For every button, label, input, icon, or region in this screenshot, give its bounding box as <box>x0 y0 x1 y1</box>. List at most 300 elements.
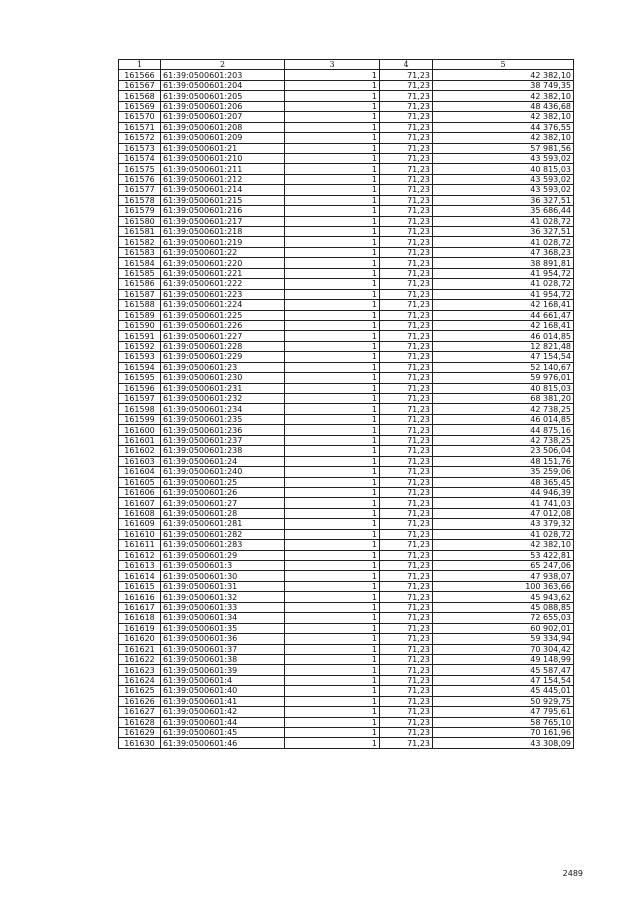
table-row <box>119 237 574 247</box>
value-cell: 44 946,39 <box>433 487 574 497</box>
table-row <box>119 550 574 560</box>
area-cell: 71,23 <box>380 675 433 685</box>
row-id-cell: 161595 <box>119 373 161 383</box>
value-cell: 44 875,16 <box>433 425 574 435</box>
row-id-cell: 161584 <box>119 258 161 268</box>
table-row <box>119 70 574 80</box>
row-id-cell: 161619 <box>119 623 161 633</box>
row-id-cell: 161613 <box>119 561 161 571</box>
area-cell: 71,23 <box>380 665 433 675</box>
cadastral-number-cell: 61:39:0500601:220 <box>161 258 285 268</box>
cadastral-number-cell: 61:39:0500601:232 <box>161 394 285 404</box>
value-cell: 38 749,35 <box>433 80 574 90</box>
value-cell: 41 954,72 <box>433 268 574 278</box>
value-cell: 42 738,25 <box>433 404 574 414</box>
cadastral-number-cell: 61:39:0500601:235 <box>161 414 285 424</box>
value-cell: 46 014,85 <box>433 414 574 424</box>
area-cell: 71,23 <box>380 404 433 414</box>
table-row <box>119 247 574 257</box>
table-row <box>119 581 574 591</box>
value-cell: 40 815,03 <box>433 164 574 174</box>
table-row <box>119 686 574 696</box>
row-id-cell: 161614 <box>119 571 161 581</box>
value-cell: 60 902,01 <box>433 623 574 633</box>
cadastral-number-cell: 61:39:0500601:210 <box>161 153 285 163</box>
quantity-cell: 1 <box>285 268 380 278</box>
quantity-cell: 1 <box>285 216 380 226</box>
quantity-cell: 1 <box>285 70 380 80</box>
quantity-cell: 1 <box>285 279 380 289</box>
table-row <box>119 258 574 268</box>
table-row <box>119 279 574 289</box>
row-id-cell: 161576 <box>119 174 161 184</box>
cadastral-number-cell: 61:39:0500601:31 <box>161 581 285 591</box>
value-cell: 46 014,85 <box>433 331 574 341</box>
table-row <box>119 153 574 163</box>
table-row <box>119 487 574 497</box>
row-id-cell: 161590 <box>119 320 161 330</box>
area-cell: 71,23 <box>380 320 433 330</box>
cadastral-number-cell: 61:39:0500601:226 <box>161 320 285 330</box>
quantity-cell: 1 <box>285 581 380 591</box>
area-cell: 71,23 <box>380 206 433 216</box>
cadastral-number-cell: 61:39:0500601:42 <box>161 707 285 717</box>
area-cell: 71,23 <box>380 623 433 633</box>
table-row <box>119 404 574 414</box>
table-row <box>119 185 574 195</box>
area-cell: 71,23 <box>380 540 433 550</box>
quantity-cell: 1 <box>285 300 380 310</box>
row-id-cell: 161582 <box>119 237 161 247</box>
cadastral-number-cell: 61:39:0500601:33 <box>161 602 285 612</box>
area-cell: 71,23 <box>380 247 433 257</box>
table-row <box>119 738 574 748</box>
quantity-cell: 1 <box>285 717 380 727</box>
area-cell: 71,23 <box>380 654 433 664</box>
row-id-cell: 161587 <box>119 289 161 299</box>
cadastral-number-cell: 61:39:0500601:41 <box>161 696 285 706</box>
value-cell: 47 154,54 <box>433 675 574 685</box>
area-cell: 71,23 <box>380 571 433 581</box>
cadastral-number-cell: 61:39:0500601:24 <box>161 456 285 466</box>
table-row <box>119 446 574 456</box>
table-header-row <box>119 60 574 70</box>
value-cell: 35 686,44 <box>433 206 574 216</box>
quantity-cell: 1 <box>285 613 380 623</box>
quantity-cell: 1 <box>285 133 380 143</box>
area-cell: 71,23 <box>380 435 433 445</box>
table-row <box>119 101 574 111</box>
area-cell: 71,23 <box>380 634 433 644</box>
area-cell: 71,23 <box>380 613 433 623</box>
cadastral-number-cell: 61:39:0500601:223 <box>161 289 285 299</box>
area-cell: 71,23 <box>380 728 433 738</box>
table-row <box>119 519 574 529</box>
quantity-cell: 1 <box>285 686 380 696</box>
row-id-cell: 161574 <box>119 153 161 163</box>
value-cell: 41 954,72 <box>433 289 574 299</box>
table-row <box>119 91 574 101</box>
table-row <box>119 623 574 633</box>
cadastral-number-cell: 61:39:0500601:222 <box>161 279 285 289</box>
table-row <box>119 707 574 717</box>
column-header: 5 <box>433 60 574 70</box>
table-row <box>119 143 574 153</box>
value-cell: 42 382,10 <box>433 91 574 101</box>
row-id-cell: 161605 <box>119 477 161 487</box>
cadastral-number-cell: 61:39:0500601:282 <box>161 529 285 539</box>
area-cell: 71,23 <box>380 456 433 466</box>
cadastral-number-cell: 61:39:0500601:211 <box>161 164 285 174</box>
row-id-cell: 161624 <box>119 675 161 685</box>
row-id-cell: 161623 <box>119 665 161 675</box>
value-cell: 45 445,01 <box>433 686 574 696</box>
value-cell: 41 028,72 <box>433 279 574 289</box>
value-cell: 68 381,20 <box>433 394 574 404</box>
quantity-cell: 1 <box>285 394 380 404</box>
area-cell: 71,23 <box>380 216 433 226</box>
area-cell: 71,23 <box>380 362 433 372</box>
quantity-cell: 1 <box>285 425 380 435</box>
value-cell: 43 593,02 <box>433 174 574 184</box>
area-cell: 71,23 <box>380 383 433 393</box>
table-row <box>119 362 574 372</box>
row-id-cell: 161589 <box>119 310 161 320</box>
area-cell: 71,23 <box>380 153 433 163</box>
area-cell: 71,23 <box>380 300 433 310</box>
row-id-cell: 161571 <box>119 122 161 132</box>
table-row <box>119 331 574 341</box>
value-cell: 43 308,09 <box>433 738 574 748</box>
row-id-cell: 161615 <box>119 581 161 591</box>
area-cell: 71,23 <box>380 394 433 404</box>
table-row <box>119 571 574 581</box>
quantity-cell: 1 <box>285 571 380 581</box>
row-id-cell: 161592 <box>119 341 161 351</box>
value-cell: 42 382,10 <box>433 540 574 550</box>
cadastral-number-cell: 61:39:0500601:224 <box>161 300 285 310</box>
row-id-cell: 161572 <box>119 133 161 143</box>
value-cell: 42 382,10 <box>433 112 574 122</box>
cadastral-number-cell: 61:39:0500601:207 <box>161 112 285 122</box>
row-id-cell: 161598 <box>119 404 161 414</box>
row-id-cell: 161604 <box>119 467 161 477</box>
value-cell: 59 976,01 <box>433 373 574 383</box>
value-cell: 45 943,62 <box>433 592 574 602</box>
quantity-cell: 1 <box>285 164 380 174</box>
value-cell: 42 738,25 <box>433 435 574 445</box>
quantity-cell: 1 <box>285 644 380 654</box>
row-id-cell: 161580 <box>119 216 161 226</box>
row-id-cell: 161583 <box>119 247 161 257</box>
value-cell: 53 422,81 <box>433 550 574 560</box>
quantity-cell: 1 <box>285 446 380 456</box>
area-cell: 71,23 <box>380 279 433 289</box>
value-cell: 41 028,72 <box>433 237 574 247</box>
table-row <box>119 508 574 518</box>
quantity-cell: 1 <box>285 707 380 717</box>
area-cell: 71,23 <box>380 550 433 560</box>
value-cell: 35 259,06 <box>433 467 574 477</box>
value-cell: 36 327,51 <box>433 227 574 237</box>
area-cell: 71,23 <box>380 133 433 143</box>
row-id-cell: 161608 <box>119 508 161 518</box>
row-id-cell: 161570 <box>119 112 161 122</box>
value-cell: 12 821,48 <box>433 341 574 351</box>
table-row <box>119 122 574 132</box>
quantity-cell: 1 <box>285 153 380 163</box>
quantity-cell: 1 <box>285 289 380 299</box>
value-cell: 47 154,54 <box>433 352 574 362</box>
row-id-cell: 161629 <box>119 728 161 738</box>
quantity-cell: 1 <box>285 675 380 685</box>
area-cell: 71,23 <box>380 289 433 299</box>
column-header: 2 <box>161 60 285 70</box>
cadastral-number-cell: 61:39:0500601:27 <box>161 498 285 508</box>
quantity-cell: 1 <box>285 143 380 153</box>
area-cell: 71,23 <box>380 91 433 101</box>
row-id-cell: 161630 <box>119 738 161 748</box>
quantity-cell: 1 <box>285 122 380 132</box>
cadastral-number-cell: 61:39:0500601:227 <box>161 331 285 341</box>
cadastral-number-cell: 61:39:0500601:4 <box>161 675 285 685</box>
table-row <box>119 498 574 508</box>
value-cell: 45 088,85 <box>433 602 574 612</box>
value-cell: 65 247,06 <box>433 561 574 571</box>
quantity-cell: 1 <box>285 592 380 602</box>
cadastral-number-cell: 61:39:0500601:22 <box>161 247 285 257</box>
area-cell: 71,23 <box>380 112 433 122</box>
cadastral-number-cell: 61:39:0500601:45 <box>161 728 285 738</box>
page-number: 2489 <box>562 869 583 878</box>
quantity-cell: 1 <box>285 373 380 383</box>
cadastral-number-cell: 61:39:0500601:228 <box>161 341 285 351</box>
cadastral-number-cell: 61:39:0500601:28 <box>161 508 285 518</box>
value-cell: 72 655,03 <box>433 613 574 623</box>
quantity-cell: 1 <box>285 550 380 560</box>
row-id-cell: 161577 <box>119 185 161 195</box>
table-row <box>119 728 574 738</box>
cadastral-number-cell: 61:39:0500601:225 <box>161 310 285 320</box>
table-row <box>119 289 574 299</box>
value-cell: 70 304,42 <box>433 644 574 654</box>
row-id-cell: 161609 <box>119 519 161 529</box>
cadastral-number-cell: 61:39:0500601:35 <box>161 623 285 633</box>
cadastral-number-cell: 61:39:0500601:32 <box>161 592 285 602</box>
cadastral-number-cell: 61:39:0500601:206 <box>161 101 285 111</box>
row-id-cell: 161588 <box>119 300 161 310</box>
row-id-cell: 161596 <box>119 383 161 393</box>
table-row <box>119 529 574 539</box>
row-id-cell: 161618 <box>119 613 161 623</box>
area-cell: 71,23 <box>380 373 433 383</box>
table-row <box>119 675 574 685</box>
value-cell: 48 436,68 <box>433 101 574 111</box>
cadastral-number-cell: 61:39:0500601:217 <box>161 216 285 226</box>
value-cell: 23 506,04 <box>433 446 574 456</box>
quantity-cell: 1 <box>285 362 380 372</box>
table-row <box>119 592 574 602</box>
area-cell: 71,23 <box>380 174 433 184</box>
quantity-cell: 1 <box>285 320 380 330</box>
quantity-cell: 1 <box>285 738 380 748</box>
row-id-cell: 161612 <box>119 550 161 560</box>
area-cell: 71,23 <box>380 101 433 111</box>
quantity-cell: 1 <box>285 195 380 205</box>
table-row <box>119 613 574 623</box>
value-cell: 43 593,02 <box>433 185 574 195</box>
quantity-cell: 1 <box>285 237 380 247</box>
cadastral-number-cell: 61:39:0500601:203 <box>161 70 285 80</box>
value-cell: 58 765,10 <box>433 717 574 727</box>
value-cell: 42 382,10 <box>433 133 574 143</box>
area-cell: 71,23 <box>380 738 433 748</box>
cadastral-number-cell: 61:39:0500601:221 <box>161 268 285 278</box>
quantity-cell: 1 <box>285 247 380 257</box>
table-row <box>119 206 574 216</box>
row-id-cell: 161597 <box>119 394 161 404</box>
value-cell: 47 938,07 <box>433 571 574 581</box>
table-row <box>119 654 574 664</box>
value-cell: 41 028,72 <box>433 529 574 539</box>
quantity-cell: 1 <box>285 477 380 487</box>
cadastral-number-cell: 61:39:0500601:281 <box>161 519 285 529</box>
cadastral-number-cell: 61:39:0500601:237 <box>161 435 285 445</box>
cadastral-number-cell: 61:39:0500601:212 <box>161 174 285 184</box>
row-id-cell: 161586 <box>119 279 161 289</box>
area-cell: 71,23 <box>380 717 433 727</box>
area-cell: 71,23 <box>380 508 433 518</box>
area-cell: 71,23 <box>380 414 433 424</box>
table-row <box>119 383 574 393</box>
table-row <box>119 696 574 706</box>
table-row <box>119 467 574 477</box>
row-id-cell: 161616 <box>119 592 161 602</box>
table-row <box>119 435 574 445</box>
cadastral-number-cell: 61:39:0500601:40 <box>161 686 285 696</box>
cadastral-number-cell: 61:39:0500601:215 <box>161 195 285 205</box>
table-row <box>119 540 574 550</box>
table-row <box>119 394 574 404</box>
quantity-cell: 1 <box>285 456 380 466</box>
table-row <box>119 634 574 644</box>
row-id-cell: 161575 <box>119 164 161 174</box>
area-cell: 71,23 <box>380 707 433 717</box>
quantity-cell: 1 <box>285 529 380 539</box>
area-cell: 71,23 <box>380 498 433 508</box>
row-id-cell: 161579 <box>119 206 161 216</box>
value-cell: 59 334,94 <box>433 634 574 644</box>
row-id-cell: 161573 <box>119 143 161 153</box>
area-cell: 71,23 <box>380 352 433 362</box>
value-cell: 57 981,56 <box>433 143 574 153</box>
row-id-cell: 161599 <box>119 414 161 424</box>
row-id-cell: 161581 <box>119 227 161 237</box>
row-id-cell: 161567 <box>119 80 161 90</box>
table-row <box>119 174 574 184</box>
area-cell: 71,23 <box>380 258 433 268</box>
value-cell: 100 363,66 <box>433 581 574 591</box>
cadastral-number-cell: 61:39:0500601:39 <box>161 665 285 675</box>
table-row <box>119 80 574 90</box>
row-id-cell: 161569 <box>119 101 161 111</box>
quantity-cell: 1 <box>285 654 380 664</box>
area-cell: 71,23 <box>380 686 433 696</box>
area-cell: 71,23 <box>380 164 433 174</box>
value-cell: 52 140,67 <box>433 362 574 372</box>
row-id-cell: 161603 <box>119 456 161 466</box>
cadastral-number-cell: 61:39:0500601:3 <box>161 561 285 571</box>
quantity-cell: 1 <box>285 540 380 550</box>
quantity-cell: 1 <box>285 467 380 477</box>
value-cell: 41 741,03 <box>433 498 574 508</box>
area-cell: 71,23 <box>380 70 433 80</box>
row-id-cell: 161594 <box>119 362 161 372</box>
cadastral-number-cell: 61:39:0500601:240 <box>161 467 285 477</box>
cadastral-number-cell: 61:39:0500601:44 <box>161 717 285 727</box>
value-cell: 36 327,51 <box>433 195 574 205</box>
area-cell: 71,23 <box>380 195 433 205</box>
cadastral-number-cell: 61:39:0500601:283 <box>161 540 285 550</box>
area-cell: 71,23 <box>380 561 433 571</box>
value-cell: 48 151,76 <box>433 456 574 466</box>
table-row <box>119 373 574 383</box>
area-cell: 71,23 <box>380 185 433 195</box>
cadastral-number-cell: 61:39:0500601:219 <box>161 237 285 247</box>
area-cell: 71,23 <box>380 519 433 529</box>
value-cell: 42 382,10 <box>433 70 574 80</box>
row-id-cell: 161606 <box>119 487 161 497</box>
cadastral-number-cell: 61:39:0500601:21 <box>161 143 285 153</box>
value-cell: 49 148,99 <box>433 654 574 664</box>
cadastral-number-cell: 61:39:0500601:23 <box>161 362 285 372</box>
quantity-cell: 1 <box>285 341 380 351</box>
quantity-cell: 1 <box>285 101 380 111</box>
row-id-cell: 161625 <box>119 686 161 696</box>
row-id-cell: 161568 <box>119 91 161 101</box>
table-row <box>119 717 574 727</box>
area-cell: 71,23 <box>380 644 433 654</box>
table-row <box>119 300 574 310</box>
table-row <box>119 644 574 654</box>
cadastral-number-cell: 61:39:0500601:231 <box>161 383 285 393</box>
value-cell: 45 587,47 <box>433 665 574 675</box>
value-cell: 42 168,41 <box>433 320 574 330</box>
quantity-cell: 1 <box>285 174 380 184</box>
area-cell: 71,23 <box>380 310 433 320</box>
table-row <box>119 602 574 612</box>
value-cell: 47 795,61 <box>433 707 574 717</box>
row-id-cell: 161585 <box>119 268 161 278</box>
area-cell: 71,23 <box>380 477 433 487</box>
table-row <box>119 665 574 675</box>
quantity-cell: 1 <box>285 91 380 101</box>
cadastral-number-cell: 61:39:0500601:234 <box>161 404 285 414</box>
cadastral-number-cell: 61:39:0500601:25 <box>161 477 285 487</box>
quantity-cell: 1 <box>285 508 380 518</box>
row-id-cell: 161627 <box>119 707 161 717</box>
cadastral-number-cell: 61:39:0500601:46 <box>161 738 285 748</box>
quantity-cell: 1 <box>285 185 380 195</box>
data-table <box>118 59 574 749</box>
cadastral-number-cell: 61:39:0500601:38 <box>161 654 285 664</box>
table-row <box>119 133 574 143</box>
row-id-cell: 161617 <box>119 602 161 612</box>
table-row <box>119 216 574 226</box>
area-cell: 71,23 <box>380 331 433 341</box>
table-body <box>119 70 574 748</box>
table-row <box>119 195 574 205</box>
